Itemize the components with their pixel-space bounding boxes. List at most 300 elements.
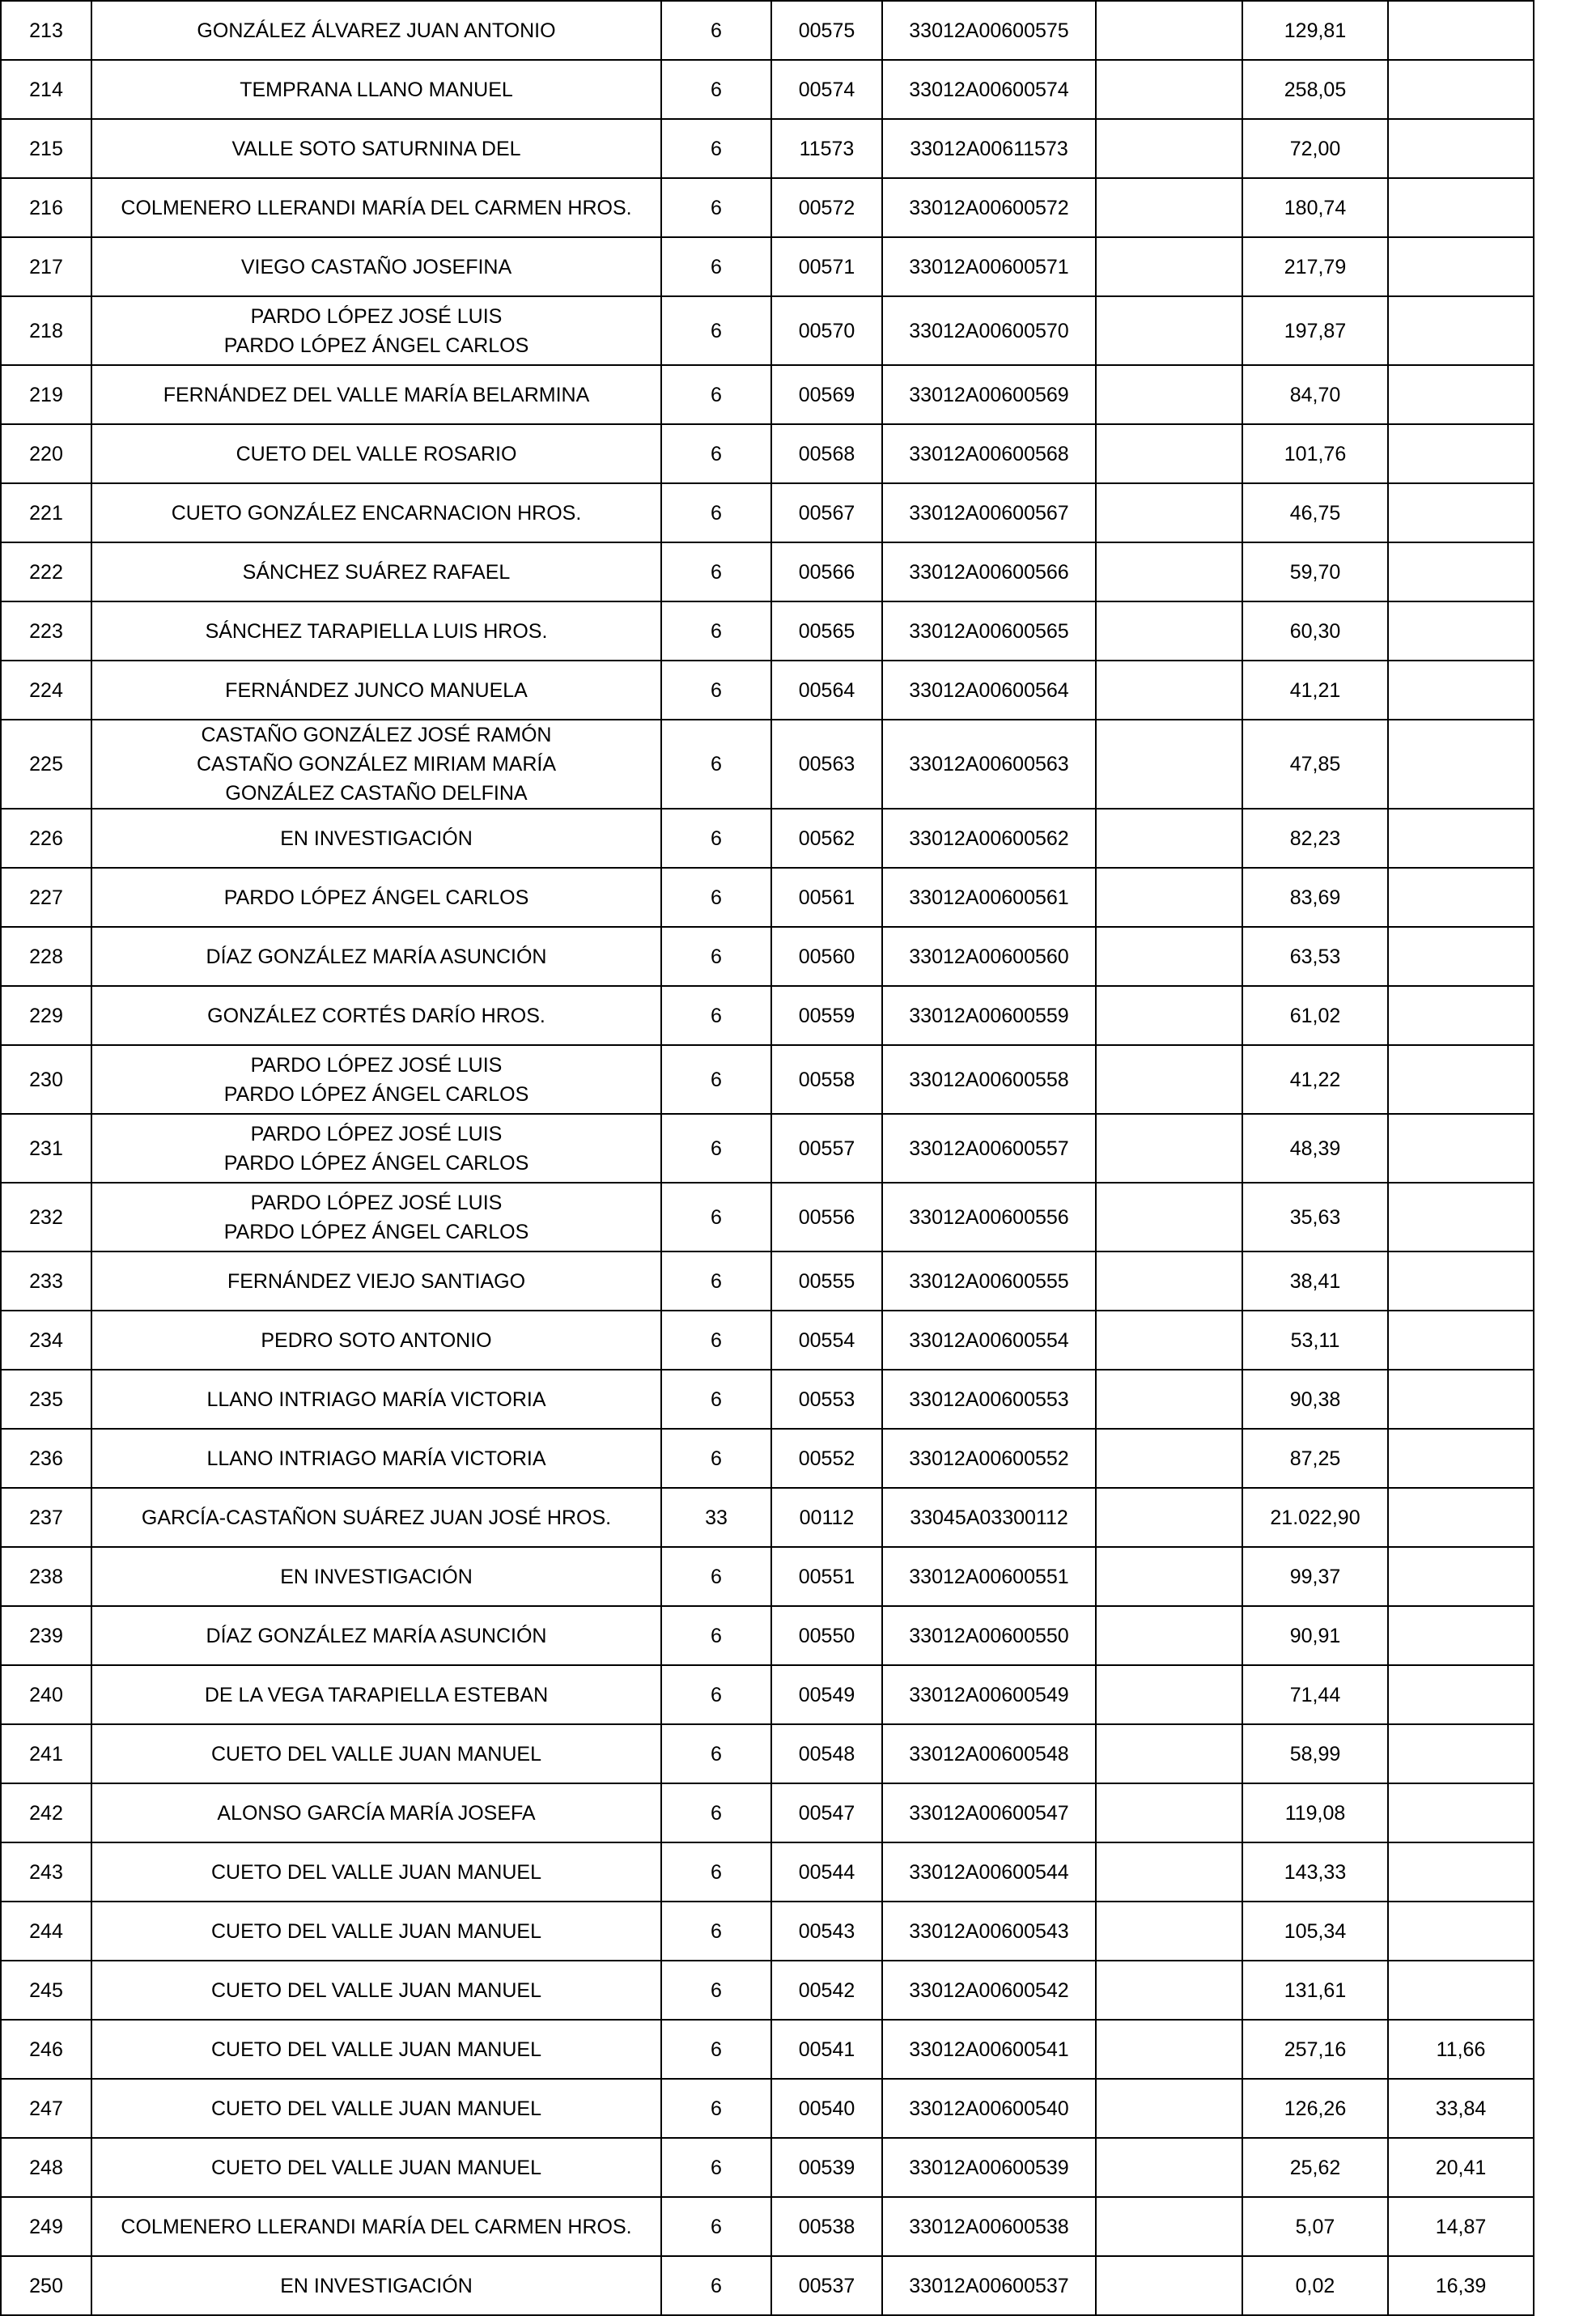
owner-name: CUETO DEL VALLE JUAN MANUEL [211, 1919, 541, 1943]
secondary-area-cell [1388, 868, 1534, 927]
row-number-cell: 214 [1, 60, 91, 119]
table-row [1, 424, 1534, 483]
owner-cell [91, 542, 661, 601]
poligono-cell: 6 [661, 2256, 771, 2315]
secondary-area-cell: 20,41 [1388, 2138, 1534, 2197]
secondary-area-cell [1388, 483, 1534, 542]
owner-name: PARDO LÓPEZ ÁNGEL CARLOS [223, 886, 529, 909]
owner-cell [91, 1114, 661, 1183]
poligono-cell: 6 [661, 1045, 771, 1114]
poligono-cell: 6 [661, 2020, 771, 2079]
table-row [1, 661, 1534, 720]
row-number-cell: 243 [1, 1842, 91, 1902]
secondary-area-cell [1388, 601, 1534, 661]
empty-column-cell [1096, 2256, 1242, 2315]
cadastral-ref-cell: 33012A00600572 [882, 178, 1096, 237]
owner-cell [91, 119, 661, 178]
owner-name: FERNÁNDEZ VIEJO SANTIAGO [227, 1269, 526, 1293]
empty-column-cell [1096, 2079, 1242, 2138]
parcela-cell: 00542 [771, 1961, 882, 2020]
parcela-cell: 00574 [771, 60, 882, 119]
owner-name: VALLE SOTO SATURNINA DEL [231, 137, 521, 160]
row-number-cell: 219 [1, 365, 91, 424]
empty-column-cell [1096, 1842, 1242, 1902]
owner-name: CUETO DEL VALLE JUAN MANUEL [211, 1742, 541, 1766]
cadastral-ref-cell: 33012A00600537 [882, 2256, 1096, 2315]
empty-column-cell [1096, 542, 1242, 601]
owner-cell [91, 868, 661, 927]
owner-cell [91, 1251, 661, 1311]
owner-name: CASTAÑO GONZÁLEZ JOSÉ RAMÓN [201, 724, 552, 746]
empty-column-cell [1096, 119, 1242, 178]
poligono-cell: 6 [661, 2197, 771, 2256]
owner-cell [91, 1045, 661, 1114]
empty-column-cell [1096, 296, 1242, 365]
empty-column-cell [1096, 1665, 1242, 1724]
table-row [1, 178, 1534, 237]
secondary-area-cell [1388, 927, 1534, 986]
cadastral-ref-cell: 33012A00600541 [882, 2020, 1096, 2079]
owner-name: PEDRO SOTO ANTONIO [261, 1328, 492, 1352]
owner-name: EN INVESTIGACIÓN [280, 827, 473, 850]
parcela-cell: 00539 [771, 2138, 882, 2197]
parcela-cell: 00563 [771, 720, 882, 809]
row-number-cell: 228 [1, 927, 91, 986]
row-number-cell: 230 [1, 1045, 91, 1114]
area-cell: 35,63 [1242, 1183, 1388, 1251]
owner-cell [91, 1783, 661, 1842]
owner-name: CUETO DEL VALLE ROSARIO [236, 442, 517, 465]
poligono-cell: 6 [661, 2138, 771, 2197]
secondary-area-cell [1388, 1783, 1534, 1842]
cadastral-ref-cell: 33012A00600568 [882, 424, 1096, 483]
parcela-cell: 00561 [771, 868, 882, 927]
poligono-cell: 6 [661, 1724, 771, 1783]
area-cell: 46,75 [1242, 483, 1388, 542]
owner-name: EN INVESTIGACIÓN [280, 2274, 473, 2297]
parcela-cell: 00538 [771, 2197, 882, 2256]
poligono-cell: 6 [661, 178, 771, 237]
parcela-cell: 00550 [771, 1606, 882, 1665]
row-number-cell: 242 [1, 1783, 91, 1842]
secondary-area-cell [1388, 60, 1534, 119]
poligono-cell: 6 [661, 601, 771, 661]
owner-cell [91, 2197, 661, 2256]
parcela-cell: 00570 [771, 296, 882, 365]
secondary-area-cell [1388, 1724, 1534, 1783]
area-cell: 217,79 [1242, 237, 1388, 296]
empty-column-cell [1096, 1311, 1242, 1370]
owner-name: CUETO GONZÁLEZ ENCARNACION HROS. [171, 501, 582, 525]
cadastral-ref-cell: 33012A00600570 [882, 296, 1096, 365]
cadastral-ref-cell: 33012A00600571 [882, 237, 1096, 296]
secondary-area-cell [1388, 1045, 1534, 1114]
table-row [1, 1429, 1534, 1488]
owner-cell [91, 1370, 661, 1429]
parcela-cell: 00566 [771, 542, 882, 601]
owner-cell [91, 1429, 661, 1488]
empty-column-cell [1096, 809, 1242, 868]
table-row [1, 1114, 1534, 1183]
row-number-cell: 237 [1, 1488, 91, 1547]
secondary-area-cell [1388, 1183, 1534, 1251]
poligono-cell: 6 [661, 927, 771, 986]
table-row [1, 119, 1534, 178]
parcela-cell: 00575 [771, 1, 882, 60]
table-row [1, 1045, 1534, 1114]
owner-cell [91, 2256, 661, 2315]
owner-name: DÍAZ GONZÁLEZ MARÍA ASUNCIÓN [206, 1624, 547, 1647]
secondary-area-cell [1388, 1311, 1534, 1370]
cadastral-ref-cell: 33012A00600549 [882, 1665, 1096, 1724]
parcela-cell: 00558 [771, 1045, 882, 1114]
table-row [1, 927, 1534, 986]
owner-name: CUETO DEL VALLE JUAN MANUEL [211, 1978, 541, 2002]
table-row [1, 1842, 1534, 1902]
owner-name: GONZÁLEZ CASTAÑO DELFINA [225, 782, 528, 805]
empty-column-cell [1096, 661, 1242, 720]
owner-cell [91, 720, 661, 809]
parcela-cell: 00571 [771, 237, 882, 296]
table-row [1, 1370, 1534, 1429]
empty-column-cell [1096, 2138, 1242, 2197]
owner-cell [91, 1961, 661, 2020]
cadastral-ref-cell: 33012A00600542 [882, 1961, 1096, 2020]
owner-name: COLMENERO LLERANDI MARÍA DEL CARMEN HROS. [121, 2215, 632, 2238]
cadastral-ref-cell: 33012A00600563 [882, 720, 1096, 809]
row-number-cell: 217 [1, 237, 91, 296]
table-row [1, 60, 1534, 119]
row-number-cell: 248 [1, 2138, 91, 2197]
table-body [1, 1, 1534, 2315]
secondary-area-cell [1388, 1429, 1534, 1488]
poligono-cell: 6 [661, 1842, 771, 1902]
secondary-area-cell [1388, 1547, 1534, 1606]
cadastral-ref-cell: 33012A00600556 [882, 1183, 1096, 1251]
row-number-cell: 231 [1, 1114, 91, 1183]
table-row [1, 1183, 1534, 1251]
poligono-cell: 6 [661, 986, 771, 1045]
table-row [1, 365, 1534, 424]
area-cell: 84,70 [1242, 365, 1388, 424]
area-cell: 131,61 [1242, 1961, 1388, 2020]
table-row [1, 1724, 1534, 1783]
empty-column-cell [1096, 1370, 1242, 1429]
poligono-cell: 6 [661, 661, 771, 720]
parcela-cell: 00544 [771, 1842, 882, 1902]
row-number-cell: 246 [1, 2020, 91, 2079]
poligono-cell: 6 [661, 1547, 771, 1606]
row-number-cell: 240 [1, 1665, 91, 1724]
area-cell: 143,33 [1242, 1842, 1388, 1902]
cadastral-ref-cell: 33012A00600543 [882, 1902, 1096, 1961]
area-cell: 129,81 [1242, 1, 1388, 60]
owner-cell [91, 60, 661, 119]
parcela-cell: 00572 [771, 178, 882, 237]
table-row [1, 1665, 1534, 1724]
secondary-area-cell [1388, 720, 1534, 809]
owner-name: ALONSO GARCÍA MARÍA JOSEFA [217, 1801, 536, 1825]
owner-cell [91, 296, 661, 365]
owner-cell [91, 178, 661, 237]
owner-cell [91, 2079, 661, 2138]
area-cell: 83,69 [1242, 868, 1388, 927]
owner-name: LLANO INTRIAGO MARÍA VICTORIA [206, 1387, 546, 1411]
poligono-cell: 6 [661, 1606, 771, 1665]
cadastral-ref-cell: 33012A00600562 [882, 809, 1096, 868]
row-number-cell: 225 [1, 720, 91, 809]
row-number-cell: 238 [1, 1547, 91, 1606]
empty-column-cell [1096, 1606, 1242, 1665]
row-number-cell: 234 [1, 1311, 91, 1370]
row-number-cell: 229 [1, 986, 91, 1045]
poligono-cell: 6 [661, 809, 771, 868]
row-number-cell: 222 [1, 542, 91, 601]
parcela-cell: 00567 [771, 483, 882, 542]
parcela-cell: 00554 [771, 1311, 882, 1370]
secondary-area-cell: 33,84 [1388, 2079, 1534, 2138]
poligono-cell: 6 [661, 1902, 771, 1961]
area-cell: 101,76 [1242, 424, 1388, 483]
secondary-area-cell: 14,87 [1388, 2197, 1534, 2256]
area-cell: 60,30 [1242, 601, 1388, 661]
owner-name: PARDO LÓPEZ JOSÉ LUIS [250, 304, 503, 328]
owner-cell [91, 2020, 661, 2079]
parcela-cell: 00553 [771, 1370, 882, 1429]
owner-cell [91, 986, 661, 1045]
area-cell: 90,91 [1242, 1606, 1388, 1665]
row-number-cell: 224 [1, 661, 91, 720]
owner-name: DÍAZ GONZÁLEZ MARÍA ASUNCIÓN [206, 945, 547, 968]
secondary-area-cell [1388, 1842, 1534, 1902]
poligono-cell: 6 [661, 119, 771, 178]
table-row [1, 1783, 1534, 1842]
empty-column-cell [1096, 1429, 1242, 1488]
poligono-cell: 6 [661, 1961, 771, 2020]
row-number-cell: 220 [1, 424, 91, 483]
row-number-cell: 247 [1, 2079, 91, 2138]
table-row [1, 1251, 1534, 1311]
owner-name: FERNÁNDEZ JUNCO MANUELA [225, 678, 528, 702]
secondary-area-cell [1388, 365, 1534, 424]
cadastral-ref-cell: 33012A00600566 [882, 542, 1096, 601]
area-cell: 47,85 [1242, 720, 1388, 809]
row-number-cell: 245 [1, 1961, 91, 2020]
table-row [1, 237, 1534, 296]
row-number-cell: 249 [1, 2197, 91, 2256]
parcela-cell: 00559 [771, 986, 882, 1045]
secondary-area-cell [1388, 1488, 1534, 1547]
area-cell: 53,11 [1242, 1311, 1388, 1370]
secondary-area-cell [1388, 542, 1534, 601]
secondary-area-cell [1388, 119, 1534, 178]
owner-cell [91, 1311, 661, 1370]
poligono-cell: 6 [661, 1665, 771, 1724]
cadastral-ref-cell: 33012A00600550 [882, 1606, 1096, 1665]
cadastral-ref-cell: 33012A00600548 [882, 1724, 1096, 1783]
table-row [1, 1961, 1534, 2020]
owner-name: PARDO LÓPEZ ÁNGEL CARLOS [223, 1151, 529, 1175]
empty-column-cell [1096, 1, 1242, 60]
area-cell: 119,08 [1242, 1783, 1388, 1842]
empty-column-cell [1096, 601, 1242, 661]
secondary-area-cell: 11,66 [1388, 2020, 1534, 2079]
owner-cell [91, 424, 661, 483]
parcela-cell: 00543 [771, 1902, 882, 1961]
empty-column-cell [1096, 424, 1242, 483]
owner-name: GONZÁLEZ CORTÉS DARÍO HROS. [207, 1004, 545, 1027]
poligono-cell: 6 [661, 1251, 771, 1311]
empty-column-cell [1096, 1251, 1242, 1311]
poligono-cell: 6 [661, 1, 771, 60]
poligono-cell: 6 [661, 1183, 771, 1251]
row-number-cell: 241 [1, 1724, 91, 1783]
row-number-cell: 250 [1, 2256, 91, 2315]
table-row [1, 809, 1534, 868]
row-number-cell: 244 [1, 1902, 91, 1961]
row-number-cell: 235 [1, 1370, 91, 1429]
cadastral-ref-cell: 33012A00611573 [882, 119, 1096, 178]
empty-column-cell [1096, 365, 1242, 424]
owner-cell [91, 927, 661, 986]
owner-name: PARDO LÓPEZ ÁNGEL CARLOS [223, 1082, 529, 1106]
parcela-cell: 00548 [771, 1724, 882, 1783]
secondary-area-cell [1388, 1, 1534, 60]
parcela-cell: 00541 [771, 2020, 882, 2079]
table-row [1, 2079, 1534, 2138]
poligono-cell: 6 [661, 483, 771, 542]
area-cell: 90,38 [1242, 1370, 1388, 1429]
secondary-area-cell [1388, 1370, 1534, 1429]
empty-column-cell [1096, 60, 1242, 119]
cadastral-ref-cell: 33012A00600574 [882, 60, 1096, 119]
empty-column-cell [1096, 927, 1242, 986]
empty-column-cell [1096, 2197, 1242, 2256]
parcela-cell: 11573 [771, 119, 882, 178]
empty-column-cell [1096, 868, 1242, 927]
poligono-cell: 6 [661, 1783, 771, 1842]
poligono-cell: 6 [661, 424, 771, 483]
area-cell: 258,05 [1242, 60, 1388, 119]
area-cell: 48,39 [1242, 1114, 1388, 1183]
poligono-cell: 6 [661, 296, 771, 365]
row-number-cell: 236 [1, 1429, 91, 1488]
empty-column-cell [1096, 1045, 1242, 1114]
parcela-cell: 00551 [771, 1547, 882, 1606]
row-number-cell: 215 [1, 119, 91, 178]
cadastral-ref-cell: 33012A00600558 [882, 1045, 1096, 1114]
table-row [1, 1606, 1534, 1665]
area-cell: 257,16 [1242, 2020, 1388, 2079]
parcela-cell: 00565 [771, 601, 882, 661]
secondary-area-cell [1388, 178, 1534, 237]
area-cell: 58,99 [1242, 1724, 1388, 1783]
row-number-cell: 239 [1, 1606, 91, 1665]
secondary-area-cell: 16,39 [1388, 2256, 1534, 2315]
owner-name: PARDO LÓPEZ JOSÉ LUIS [250, 1191, 503, 1214]
table-row [1, 720, 1534, 809]
area-cell: 82,23 [1242, 809, 1388, 868]
area-cell: 99,37 [1242, 1547, 1388, 1606]
owner-cell [91, 1606, 661, 1665]
empty-column-cell [1096, 483, 1242, 542]
parcela-cell: 00557 [771, 1114, 882, 1183]
owner-cell [91, 1, 661, 60]
cadastral-ref-cell: 33012A00600544 [882, 1842, 1096, 1902]
secondary-area-cell [1388, 424, 1534, 483]
empty-column-cell [1096, 1961, 1242, 2020]
table-row [1, 1, 1534, 60]
cadastral-ref-cell: 33012A00600555 [882, 1251, 1096, 1311]
parcela-cell: 00555 [771, 1251, 882, 1311]
owner-cell [91, 1902, 661, 1961]
owner-name: EN INVESTIGACIÓN [280, 1565, 473, 1588]
secondary-area-cell [1388, 1114, 1534, 1183]
empty-column-cell [1096, 720, 1242, 809]
owner-name: CUETO DEL VALLE JUAN MANUEL [211, 2097, 541, 2120]
secondary-area-cell [1388, 1902, 1534, 1961]
poligono-cell: 6 [661, 542, 771, 601]
empty-column-cell [1096, 1724, 1242, 1783]
parcela-cell: 00569 [771, 365, 882, 424]
owner-cell [91, 809, 661, 868]
cadastral-ref-cell: 33012A00600553 [882, 1370, 1096, 1429]
poligono-cell: 6 [661, 1311, 771, 1370]
area-cell: 59,70 [1242, 542, 1388, 601]
empty-column-cell [1096, 178, 1242, 237]
table-row [1, 601, 1534, 661]
area-cell: 38,41 [1242, 1251, 1388, 1311]
cadastral-ref-cell: 33012A00600565 [882, 601, 1096, 661]
owner-name: CUETO DEL VALLE JUAN MANUEL [211, 2156, 541, 2179]
owner-cell [91, 1488, 661, 1547]
cadastral-ref-cell: 33045A03300112 [882, 1488, 1096, 1547]
cadastral-ref-cell: 33012A00600539 [882, 2138, 1096, 2197]
empty-column-cell [1096, 2020, 1242, 2079]
row-number-cell: 226 [1, 809, 91, 868]
cadastral-ref-cell: 33012A00600561 [882, 868, 1096, 927]
owner-name: PARDO LÓPEZ ÁNGEL CARLOS [223, 1220, 529, 1243]
owner-name: GARCÍA-CASTAÑON SUÁREZ JUAN JOSÉ HROS. [141, 1506, 612, 1529]
secondary-area-cell [1388, 296, 1534, 365]
owner-name: SÁNCHEZ TARAPIELLA LUIS HROS. [205, 619, 548, 643]
table-row [1, 483, 1534, 542]
owner-name: CUETO DEL VALLE JUAN MANUEL [211, 1860, 541, 1884]
row-number-cell: 218 [1, 296, 91, 365]
cadastral-ref-cell: 33012A00600547 [882, 1783, 1096, 1842]
row-number-cell: 213 [1, 1, 91, 60]
secondary-area-cell [1388, 661, 1534, 720]
table-row [1, 986, 1534, 1045]
poligono-cell: 6 [661, 60, 771, 119]
owner-cell [91, 365, 661, 424]
table-row [1, 2256, 1534, 2315]
cadastral-ref-cell: 33012A00600538 [882, 2197, 1096, 2256]
owner-cell [91, 1842, 661, 1902]
owner-name: COLMENERO LLERANDI MARÍA DEL CARMEN HROS. [121, 196, 632, 219]
owner-cell [91, 601, 661, 661]
area-cell: 25,62 [1242, 2138, 1388, 2197]
parcela-cell: 00549 [771, 1665, 882, 1724]
area-cell: 197,87 [1242, 296, 1388, 365]
area-cell: 21.022,90 [1242, 1488, 1388, 1547]
cadastral-ref-cell: 33012A00600559 [882, 986, 1096, 1045]
table-row [1, 296, 1534, 365]
empty-column-cell [1096, 986, 1242, 1045]
area-cell: 41,21 [1242, 661, 1388, 720]
owner-cell [91, 1724, 661, 1783]
poligono-cell: 6 [661, 868, 771, 927]
